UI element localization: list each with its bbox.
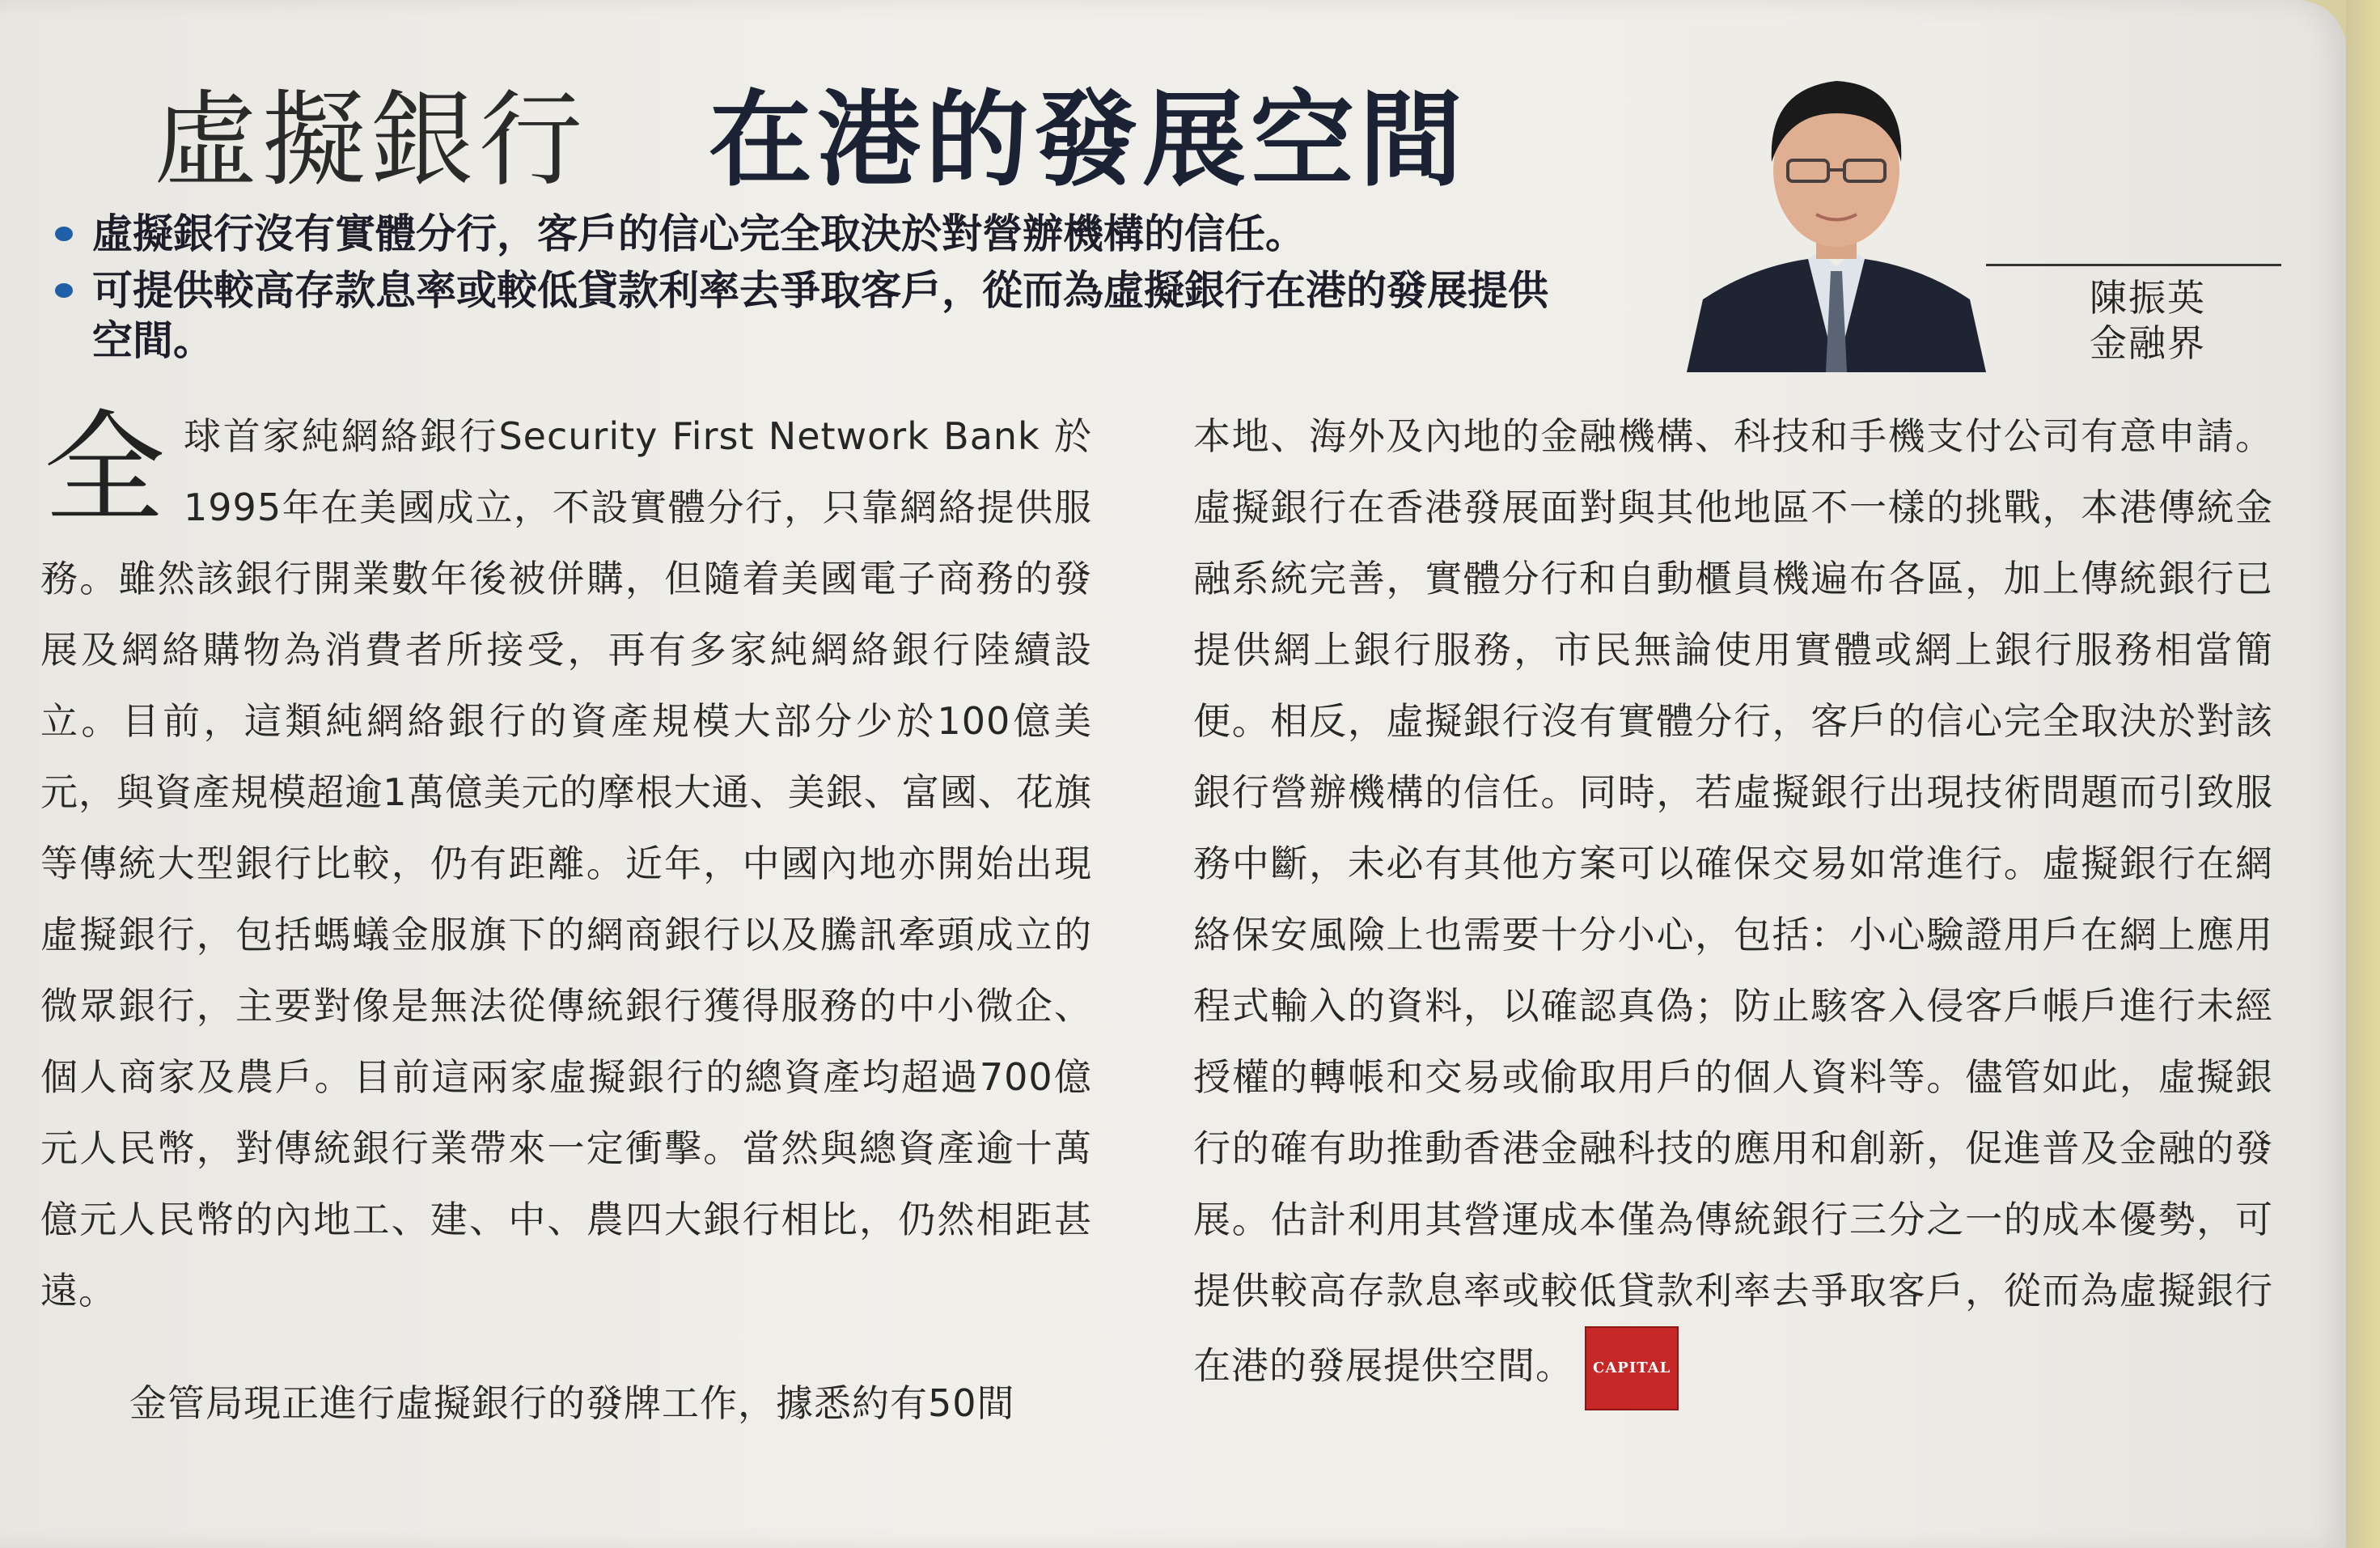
byline — [2047, 275, 2249, 366]
headline-part2: 在港的發展空間 — [709, 80, 1468, 201]
article-paragraph: 金管局現正進行虛擬銀行的發牌工作，據悉約有50間 — [129, 1381, 1015, 1425]
bullet-dot-icon — [55, 283, 73, 298]
article-paragraph: 球首家純網絡銀行Security First Network Bank 於1995年在美國成立，不設實體分行，只靠網絡提供服務。雖然該銀行開業數年後被併購，但隨着美國電子商務的發展及網絡購物為消費者所接受，再有多家純網絡銀行陸續設立。目前，這類純網絡銀行的資產規模大部分少於100億美元，與資產規模超逾1萬億美元的摩根大通、美銀、富國、花旗等傳統大型銀行比較，仍有距離。近年，中國內地亦開始出現虛擬銀行，包括螞蟻金服旗下的網商銀行以及騰訊牽頭成立的微眾銀行，主要對像是無法從傳統銀行獲得服務的中小微企、個人商家及農戶。目前這兩家虛擬銀行的總資產均超過700億元人民幣，對傳統銀行業帶來一定衝擊。當然與總資產逾十萬億元人民幣的內地工、建、中、農四大銀行相比，仍然相距甚遠。 — [40, 414, 1092, 1313]
author-name: 陳振英 — [2090, 276, 2206, 320]
byline-rule — [1986, 264, 2281, 266]
page-edge — [2346, 0, 2380, 1548]
article-paragraph: 本地、海外及內地的金融機構、科技和手機支付公司有意申請。虛擬銀行在香港發展面對與其他地區不一樣的挑戰，本港傳統金融系統完善，實體分行和自動櫃員機遍布各區，加上傳統銀行已提供網上銀行服務，市民無論使用實體或網上銀行服務相當簡便。相反，虛擬銀行沒有實體分行，客戶的信心完全取決於對該銀行營辦機構的信任。同時，若虛擬銀行出現技術問題而引致服務中斷，未必有其他方案可以確保交易如常進行。虛擬銀行在網絡保安風險上也需要十分小心，包括：小心驗證用戶在網上應用程式輸入的資料，以確認真偽；防止駭客入侵客戶帳戶進行未經授權的轉帳和交易或偷取用戶的個人資料等。儘管如此，虛擬銀行的確有助推動香港金融科技的應用和創新，促進普及金融的發展。估計利用其營運成本僅為傳統銀行三分之一的成本優勢，可提供較高存款息率或較低貸款利率去爭取客戶，從而為虛擬銀行在港的發展提供空間。 — [1193, 414, 2273, 1388]
bullet-dot-icon — [55, 227, 73, 241]
headline-part1: 虛擬銀行 — [154, 80, 588, 201]
highlight-item — [49, 209, 1586, 259]
headline — [154, 57, 1468, 201]
article-column-left — [40, 401, 1092, 1326]
article-column-right — [1193, 401, 2273, 1410]
drop-cap: 全 — [44, 399, 167, 540]
highlight-text: 可提供較高存款息率或較低貸款利率去爭取客戶，從而為虛擬銀行在港的發展提供空間。 — [92, 267, 1548, 364]
highlights-list — [49, 209, 1586, 372]
highlight-item — [49, 265, 1569, 366]
author-affiliation: 金融界 — [2090, 321, 2206, 365]
capital-end-logo: CAPITAL — [1585, 1326, 1679, 1410]
highlight-text: 虛擬銀行沒有實體分行，客戶的信心完全取決於對營辦機構的信任。 — [92, 210, 1306, 257]
author-portrait — [1687, 24, 1986, 372]
